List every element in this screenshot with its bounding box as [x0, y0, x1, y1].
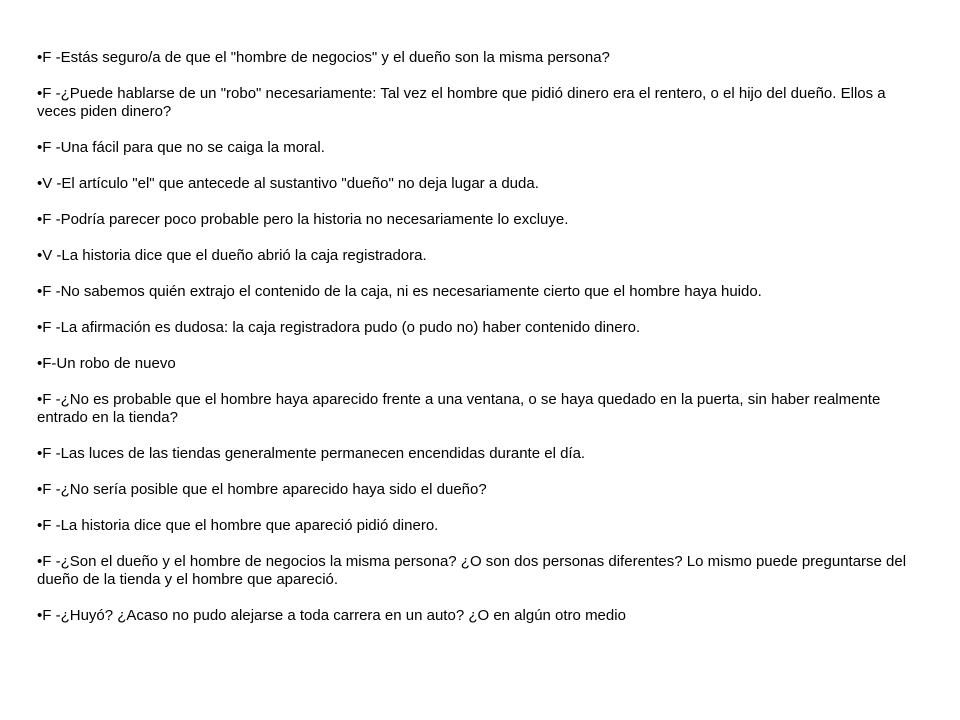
answer-list	[37, 49, 927, 643]
list-item: •F -Podría parecer poco probable pero la historia no necesariamente lo excluye.	[37, 211, 569, 228]
list-item: •F -¿Son el dueño y el hombre de negocios la misma persona? ¿O son dos personas diferentes? Lo mismo puede preguntarse del dueño de la tienda y el hombre que apareció.	[37, 553, 907, 588]
list-item: •V -La historia dice que el dueño abrió la caja registradora.	[37, 247, 427, 264]
list-item: •F-Un robo de nuevo	[37, 355, 176, 372]
list-item: •F -No sabemos quién extrajo el contenido de la caja, ni es necesariamente cierto que el hombre haya huido.	[37, 283, 762, 300]
list-item: •F -Estás seguro/a de que el "hombre de negocios" y el dueño son la misma persona?	[37, 49, 610, 66]
list-item: •F -Una fácil para que no se caiga la moral.	[37, 139, 325, 156]
list-item: •F -¿Huyó? ¿Acaso no pudo alejarse a toda carrera en un auto? ¿O en algún otro medio	[37, 607, 626, 624]
list-item: •F -La historia dice que el hombre que apareció pidió dinero.	[37, 517, 439, 534]
list-item: •F -¿No sería posible que el hombre aparecido haya sido el dueño?	[37, 481, 487, 498]
list-item: •F -Las luces de las tiendas generalmente permanecen encendidas durante el día.	[37, 445, 586, 462]
list-item: •V -El artículo "el" que antecede al sustantivo "dueño" no deja lugar a duda.	[37, 175, 539, 192]
list-item: •F -La afirmación es dudosa: la caja registradora pudo (o pudo no) haber contenido dinero.	[37, 319, 641, 336]
list-item: •F -¿No es probable que el hombre haya aparecido frente a una ventana, o se haya quedado en la puerta, sin haber realmente entrado en la tienda?	[37, 391, 881, 426]
list-item: •F -¿Puede hablarse de un "robo" necesariamente: Tal vez el hombre que pidió dinero era el rentero, o el hijo del dueño. Ellos a veces piden dinero?	[37, 85, 886, 120]
